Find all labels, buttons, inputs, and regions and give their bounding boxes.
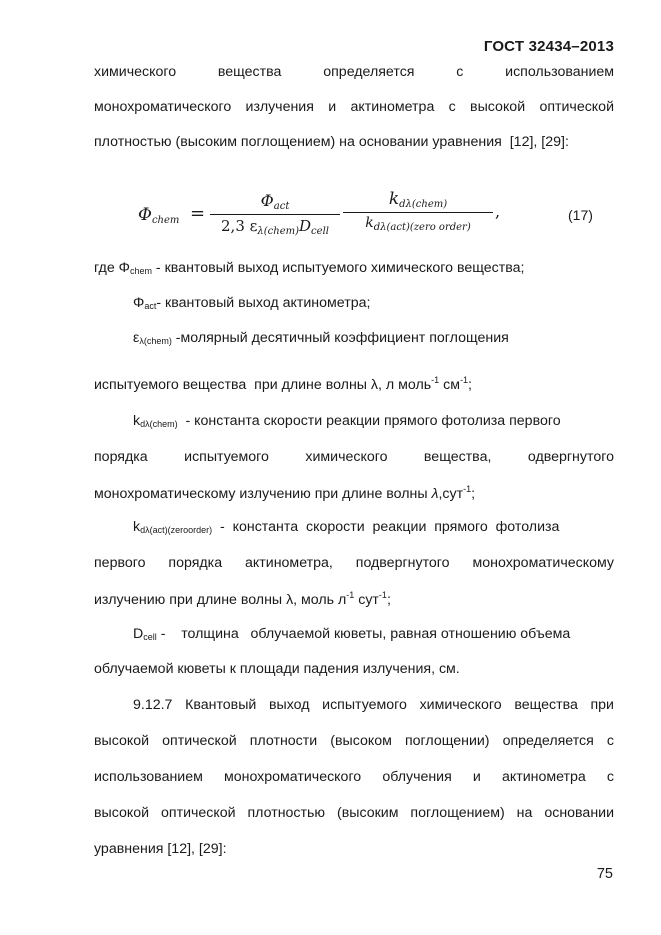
equation-17 bbox=[138, 185, 618, 245]
formula-lhs: $\Phi_{chem}$ bbox=[138, 205, 180, 226]
definition-phi-chem: где $\Phi_{chem}$ - квантовый выход испытуемого химического вещества; bbox=[94, 260, 525, 276]
definition-k-act: $k_{d\lambda(act)(zeroorder)}$ - константа скорости реакции прямого фотолиза bbox=[133, 519, 560, 535]
formula-equals: = bbox=[190, 203, 206, 224]
word: с bbox=[456, 64, 464, 80]
section-line-1: 9.12.7 Квантовый выход испытуемого химического вещества при bbox=[133, 697, 614, 713]
definition-k-act-line-2: первого порядка актинометра, подвергнутого монохроматическому bbox=[94, 555, 614, 571]
intro-line-1 bbox=[94, 64, 614, 80]
standard-header: ГОСТ 32434–2013 bbox=[483, 38, 614, 55]
definition-phi-act: $\Phi_{act}-$ квантовый выход актинометра; bbox=[133, 295, 371, 311]
definition-epsilon: $\varepsilon_{\lambda(chem)}$ -молярный десятичный коэффициент поглощения bbox=[133, 330, 509, 346]
definition-d-cell-line-2: облучаемой кюветы к площади падения излучения, см. bbox=[94, 661, 460, 677]
equation-number: (17) bbox=[568, 207, 593, 223]
word: определяется bbox=[323, 64, 415, 80]
definition-k-act-line-3: излучению при длине волны λ, моль $л^{-1}$ сут$^{-1}$; bbox=[94, 590, 391, 608]
definition-k-chem-line-3: монохроматическому излучению при длине волны λ,сут$^{-1}$; bbox=[94, 484, 476, 502]
definition-k-chem-line-2: порядка испытуемого химического вещества, одвергнутого bbox=[94, 449, 614, 465]
page-number: 75 bbox=[596, 866, 613, 882]
definition-d-cell: $D_{cell}$ - толщина облучаемой кюветы, равная отношению объема bbox=[133, 626, 571, 642]
definition-k-chem: $k_{d\lambda(chem)}$ - константа скорости реакции прямого фотолиза первого bbox=[133, 413, 561, 429]
formula-fraction-1: $\Phi_{act}$ 2,3 $\varepsilon_{\lambda(chem)}D_{cell}$ bbox=[210, 191, 340, 237]
word: химического bbox=[94, 64, 177, 80]
word: использованием bbox=[505, 64, 615, 80]
formula-comma: , bbox=[495, 202, 501, 221]
definition-epsilon-continued: испытуемого вещества при длине волны λ, л моль$^{-1}$ $см^{-1}$; bbox=[94, 375, 472, 393]
section-line-2: высокой оптической плотности (высоком поглощении) определяется с bbox=[94, 733, 614, 749]
word: вещества bbox=[217, 64, 282, 80]
section-line-3: использованием монохроматического облучения и актинометра с bbox=[94, 769, 615, 785]
formula-fraction-2: $k_{d\lambda(chem)}$ $k_{d\lambda(act)(zero order)}$ bbox=[343, 189, 493, 233]
intro-line-3: плотностью (высоким поглощением) на основании уравнения [12], [29]: bbox=[94, 134, 569, 150]
section-line-5: уравнения [12], [29]: bbox=[94, 841, 227, 857]
section-line-4: высокой оптической плотностью (высоким поглощением) на основании bbox=[94, 805, 614, 821]
intro-line-2: монохроматического излучения и актинометра с высокой оптической bbox=[94, 99, 614, 115]
